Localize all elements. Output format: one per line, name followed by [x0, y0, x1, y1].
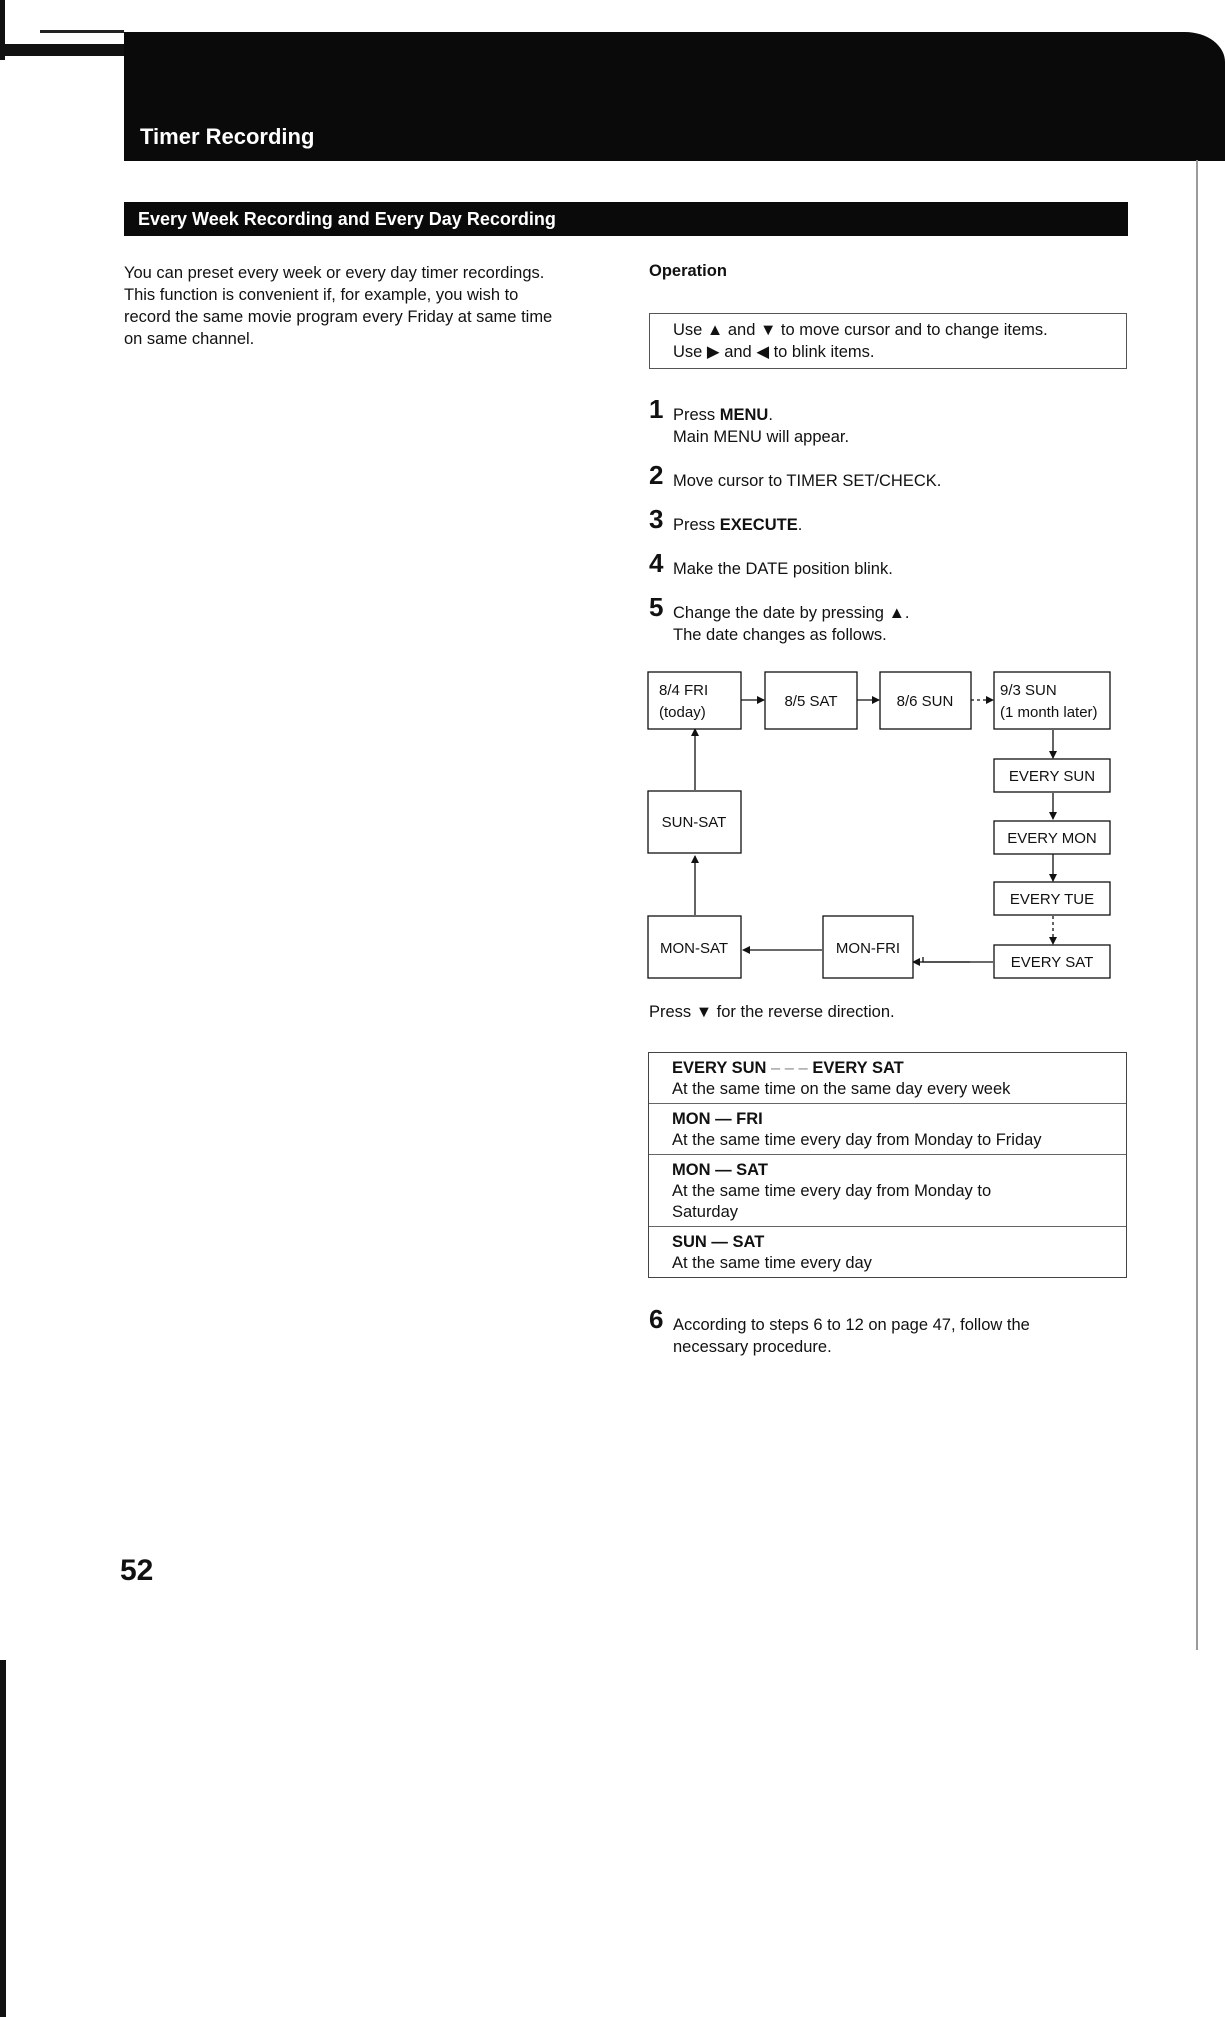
step-text: Make the DATE position blink.: [673, 560, 893, 578]
node-every-sat: [994, 945, 1110, 978]
svg-text:8/4 FRI: 8/4 FRI: [659, 682, 709, 699]
node-every-tue: [994, 882, 1110, 915]
table-row: [649, 1103, 1126, 1154]
svg-text:(1 month later): (1 month later): [1000, 704, 1098, 721]
step-number: 3: [649, 504, 664, 534]
reverse-direction-note: Press ▼ for the reverse direction.: [649, 1003, 895, 1021]
step-key: MENU: [719, 406, 769, 424]
scan-edge-bottom: [0, 1660, 6, 2017]
node-every-mon: [994, 821, 1110, 854]
section-title: Every Week Recording and Every Day Recording: [124, 202, 1128, 236]
mode-description: At the same time every day: [672, 1254, 872, 1272]
mode-name: MON — FRI: [672, 1110, 763, 1128]
mode-end: EVERY SAT: [812, 1059, 904, 1077]
mode-description: At the same time every day from Monday to Saturday: [672, 1182, 992, 1221]
step-number: 1: [649, 394, 664, 424]
node-today: [648, 672, 741, 729]
svg-text:8/6 SUN: 8/6 SUN: [896, 693, 954, 710]
step-text: According to steps 6 to 12 on page 47, follow the: [673, 1316, 1030, 1334]
node-8-6-sun: [880, 672, 971, 729]
mode-description: At the same time every day from Monday to Friday: [672, 1131, 1042, 1149]
svg-text:EVERY SUN: EVERY SUN: [1008, 768, 1096, 785]
step-text-end: .: [768, 406, 773, 424]
step-detail: necessary procedure.: [673, 1338, 832, 1356]
svg-text:8/5 SAT: 8/5 SAT: [784, 693, 838, 710]
scan-artifact: [0, 30, 124, 70]
table-row: [649, 1154, 1126, 1226]
svg-text:(today): (today): [659, 704, 706, 721]
hint-line-2: Use ▶ and ◀ to blink items.: [673, 343, 875, 361]
page-number: 52: [120, 1554, 154, 1587]
node-sun-sat: [648, 791, 741, 853]
cursor-hint-box: [649, 313, 1127, 369]
table-row: [649, 1053, 1126, 1103]
page-title: Timer Recording: [140, 124, 315, 149]
mode-name: MON — SAT: [672, 1161, 768, 1179]
step-number: 6: [649, 1304, 664, 1334]
scan-edge-right: [1196, 160, 1198, 1650]
mode-description: At the same time on the same day every week: [672, 1080, 1011, 1098]
intro-paragraph: [124, 262, 614, 350]
step-number: 4: [649, 548, 664, 578]
intro-line: You can preset every week or every day timer recordings.: [124, 264, 545, 282]
svg-text:MON-SAT: MON-SAT: [659, 940, 729, 957]
mode-dash: – – –: [766, 1059, 813, 1077]
node-8-5-sat: [765, 672, 857, 729]
node-mon-fri: [823, 916, 913, 978]
step-detail: Main MENU will appear.: [673, 428, 850, 446]
intro-line: on same channel.: [124, 330, 255, 348]
line-every-sat: [923, 957, 993, 962]
step-detail: The date changes as follows.: [673, 626, 887, 644]
date-cycle-diagram: [640, 660, 1120, 990]
step-text: Press: [673, 406, 720, 424]
step-text-end: .: [797, 516, 803, 534]
svg-text:9/3 SUN: 9/3 SUN: [1000, 682, 1057, 699]
node-every-sun: [994, 759, 1110, 792]
mode-start: EVERY SUN: [672, 1059, 767, 1077]
step-text: Move cursor to TIMER SET/CHECK.: [673, 472, 942, 490]
step-text: Change the date by pressing ▲.: [673, 604, 910, 622]
intro-line: record the same movie program every Friday at same time: [124, 308, 553, 326]
svg-text:EVERY MON: EVERY MON: [1007, 830, 1097, 847]
table-row: [649, 1226, 1126, 1277]
step-number: 5: [649, 592, 664, 622]
svg-text:EVERY SAT: EVERY SAT: [1010, 954, 1094, 971]
step-text: Press: [673, 516, 720, 534]
node-1-month-later: [994, 672, 1110, 729]
step-number: 2: [649, 460, 664, 490]
hint-line-1: Use ▲ and ▼ to move cursor and to change items.: [673, 321, 1048, 339]
mode-name: SUN — SAT: [672, 1233, 765, 1251]
svg-text:SUN-SAT: SUN-SAT: [661, 814, 727, 831]
step-key: EXECUTE: [719, 516, 798, 534]
svg-text:EVERY TUE: EVERY TUE: [1009, 891, 1095, 908]
svg-text:MON-FRI: MON-FRI: [835, 940, 901, 957]
node-mon-sat: [648, 916, 741, 978]
intro-line: This function is convenient if, for example, you wish to: [124, 286, 519, 304]
operation-heading: Operation: [649, 262, 727, 280]
recording-mode-table: [648, 1052, 1127, 1278]
